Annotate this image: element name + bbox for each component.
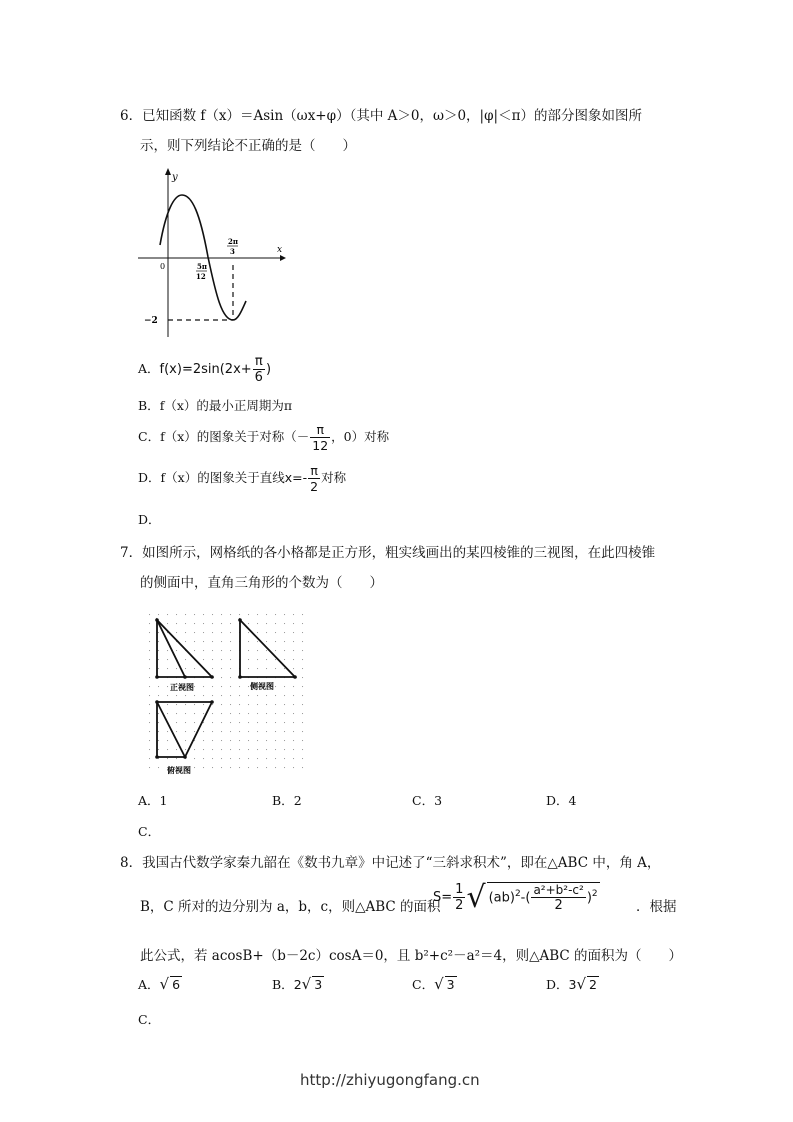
- q8-option-a: A．√ 6: [138, 975, 181, 993]
- q8-area-formula: S= $\frac{1}{2}$ √ (ab)$^2$-( $\frac{\text{a²+b²-c²}}{2}$ )$^2$: [433, 880, 598, 915]
- q6-stem-line2: 示，则下列结论不正确的是（ ）: [140, 138, 356, 154]
- q8-stem-line2: B，C 所对的边分别为 a，b，c，则△ABC 的面积: [140, 899, 441, 915]
- q8-stem-line3: 此公式，若 acosB+（b－2c）cosA＝0，且 b²+c²－a²＝4，则△ABC 的面积为（ ）: [140, 948, 683, 964]
- footer-url[interactable]: http://zhiyugongfang.cn: [300, 1071, 480, 1089]
- caption-front-view: 正视图: [170, 682, 194, 692]
- q6-option-c: C．f（x）的图象关于对称（－ $\frac{\pi}{12}$ ，0）对称: [138, 422, 390, 453]
- q7-option-d: D．4: [546, 793, 577, 808]
- q8-stem-line1: 8．我国古代数学家秦九韶在《数书九章》中记述了“三斜求积术”，即在△ABC 中，角 A，: [120, 855, 661, 871]
- y-axis-label: y: [172, 172, 178, 183]
- q8-option-d: D．3√ 2: [546, 975, 597, 993]
- x-axis-label: x: [277, 245, 283, 255]
- q7-option-c: C．3: [412, 793, 443, 808]
- q6-stem-line1: 6．已知函数 f（x）＝Asin（ωx+φ）（其中 A＞0，ω＞0，|φ|＜π）的部分图象如图所: [120, 108, 642, 124]
- tick-2pi-num: 2π: [228, 237, 238, 246]
- q7-stem-line1: 7．如图所示，网格纸的各小格都是正方形，粗实线画出的某四棱锥的三视图，在此四棱锥: [120, 545, 656, 561]
- caption-side-view: 侧视图: [250, 681, 274, 691]
- caption-top-view: 俯视图: [167, 765, 191, 775]
- q7-answer: C．: [138, 824, 161, 839]
- q6-option-b: B．f（x）的最小正周期为π: [138, 398, 293, 413]
- origin-label: 0: [160, 262, 166, 271]
- q8-option-b: B．2√ 3: [272, 975, 323, 993]
- q6-sine-graph: [130, 165, 300, 340]
- tick-2pi-den: 3: [230, 247, 235, 256]
- q6-answer: D．: [138, 512, 161, 527]
- q7-stem-line2: 的侧面中，直角三角形的个数为（ ）: [140, 575, 383, 591]
- tick-5pi-num: 5π: [197, 262, 207, 271]
- q8-answer: C．: [138, 1012, 161, 1027]
- ymin-label: −2: [144, 316, 158, 326]
- tick-5pi-den: 12: [196, 272, 206, 281]
- q7-option-b: B．2: [272, 793, 302, 808]
- q7-three-views: [140, 605, 310, 780]
- q8-stem-line2-end: ．根据: [636, 899, 677, 915]
- q6-option-a: A．f(x)=2sin(2x+ $\frac{\pi}{6}$ ): [138, 354, 272, 385]
- q8-option-c: C．√ 3: [412, 975, 455, 993]
- q7-option-a: A．1: [138, 793, 168, 808]
- q6-option-d: D．f（x）的图象关于直线x=- $\frac{\pi}{2}$ 对称: [138, 463, 347, 494]
